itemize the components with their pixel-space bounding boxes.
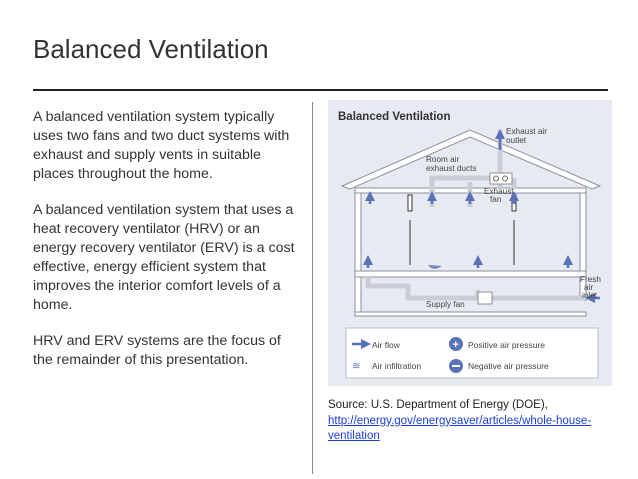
body-text (33, 108, 295, 387)
label-room-air: Room air (426, 155, 460, 164)
supply-fan (478, 292, 492, 304)
label-fresh-air: Fresh (580, 275, 601, 284)
slide-title: Balanced Ventilation (33, 34, 269, 64)
ventilation-diagram (328, 100, 612, 386)
paragraph: A balanced ventilation system that uses a heat recovery ventilator (HRV) or an energy recovery ventilator (ERV) is a cost effective, energy efficient system that improves the interior comfort levels of a home. (33, 202, 295, 313)
legend-negative: Negative air pressure (468, 361, 549, 371)
legend-air-flow: Air flow (372, 340, 400, 350)
diagram-legend (346, 328, 598, 378)
label-room-air: exhaust ducts (426, 164, 477, 173)
air-infiltration-icon: ≋ (352, 361, 361, 372)
legend-air-infiltration: Air infiltration (372, 361, 422, 371)
paragraph: A balanced ventilation system typically uses two fans and two duct systems with exhaust and supply vents in suitable places throughout the home. (33, 109, 290, 182)
diagram-heading: Balanced Ventilation (338, 111, 451, 123)
source-text: Source: U.S. Department of Energy (DOE), (328, 399, 548, 411)
paragraph: HRV and ERV systems are the focus of the remainder of this presentation. (33, 333, 281, 368)
label-exhaust-outlet: outlet (506, 136, 527, 145)
legend-positive: Positive air pressure (468, 340, 546, 350)
ceiling-fixtures (408, 195, 516, 269)
supply-ducts (368, 276, 584, 298)
source-link[interactable]: http://energy.gov/energysaver/articles/whole-house-ventilation (328, 414, 592, 442)
label-fresh-air: air (584, 283, 594, 292)
title-divider (33, 89, 608, 91)
svg-text:+: + (452, 339, 459, 351)
source-citation (328, 398, 620, 445)
column-divider (312, 102, 313, 474)
label-exhaust-fan: Exhaust (484, 187, 514, 196)
label-fresh-air: inlet (582, 291, 598, 300)
label-exhaust-outlet: Exhaust air (506, 127, 547, 136)
label-supply-fan: Supply fan (426, 300, 465, 309)
label-exhaust-fan: fan (490, 195, 502, 204)
